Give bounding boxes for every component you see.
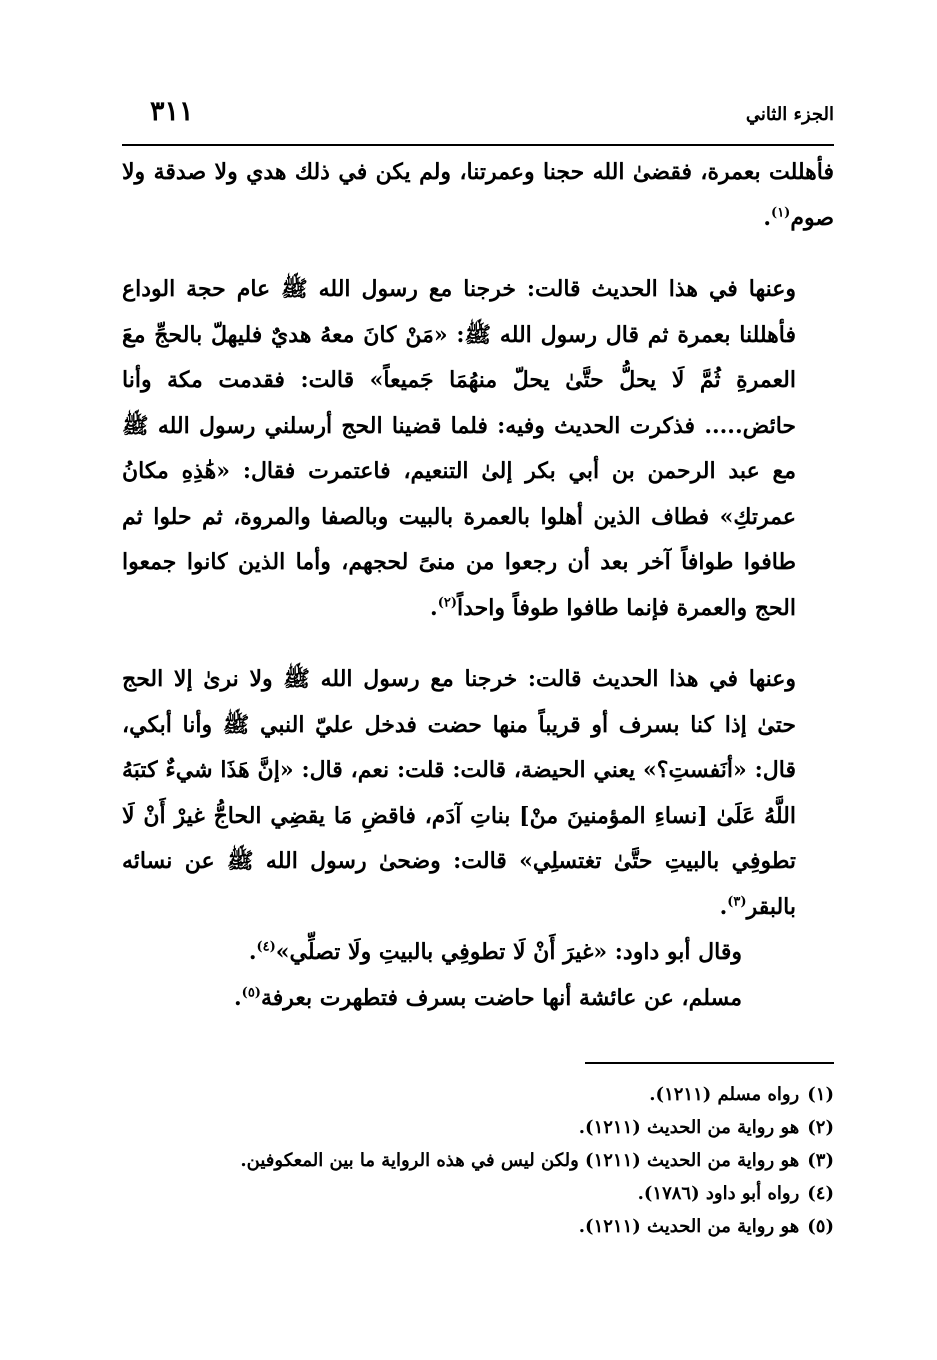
footnote-4 (122, 1177, 834, 1210)
body-text (122, 150, 834, 1021)
paragraph-text: وعنها في هذا الحديث قالت: خرجنا مع رسول الله ﷺ عام حجة الوداع فأهللنا بعمرة ثم قال رسول الله ﷺ: «مَنْ كانَ معهُ هديٌ فليهلّ بالحجِّ معَ العمرةِ ثُمَّ لَا يحلُّ حتَّىٰ يحلّ منهُمَا جَميعاً» قالت: فقدمت مكة وأنا حائض..... فذكرت الحديث وفيه: فلما قضينا الحج أرسلني رسول الله ﷺ مع عبد الرحمن بن أبي بكر إلىٰ التنعيم، فاعتمرت فقال: «هَٰذِهِ مكانُ عمرتكِ» فطاف الذين أهلوا بالعمرة بالبيت وبالصفا والمروة، ثم حلوا ثم طافوا طوافاً آخر بعد أن رجعوا من منىً لحجهم، وأما الذين كانوا جمعوا الحج والعمرة فإنما طافوا طوفاً واحداً (122, 276, 796, 621)
paragraph-1 (122, 150, 834, 241)
footnote-ref: (١) (771, 205, 791, 221)
footnote-number: (٥) (807, 1216, 834, 1237)
footnote-2 (122, 1111, 834, 1144)
footnote-number: (١) (807, 1084, 834, 1105)
page-header (122, 94, 834, 140)
footnote-5 (122, 1210, 834, 1243)
paragraph-text: مسلم، عن عائشة أنها حاضت بسرف فتطهرت بعرفة (260, 984, 742, 1011)
paragraph-4 (122, 930, 834, 976)
paragraph-end: . (248, 939, 257, 965)
footnote-number: (٢) (807, 1117, 834, 1138)
footnotes (122, 1078, 834, 1243)
paragraph-3 (122, 657, 834, 930)
header-rule (122, 144, 834, 146)
footnote-ref: (٥) (241, 985, 261, 1001)
footnote-1 (122, 1078, 834, 1111)
paragraph-5 (122, 976, 834, 1022)
footnote-text: هو رواية من الحديث (١٢١١). (578, 1117, 800, 1138)
paragraph-gap (122, 241, 834, 267)
paragraph-gap (122, 631, 834, 657)
running-head: الجزء الثاني (745, 104, 834, 125)
paragraph-text: وعنها في هذا الحديث قالت: خرجنا مع رسول الله ﷺ ولا نرىٰ إلا الحج حتىٰ إذا كنا بسرف أو قريباً منها حضت فدخل عليّ النبي ﷺ وأنا أبكي، قال: «أنَفستِ؟» يعني الحيضة، قالت: قلت: نعم، قال: «إنَّ هَذَا شيءٌ كتبَهُ اللَّهُ عَلَىٰ [نساءِ المؤمنينَ منْ] بناتِ آدَم، فاقضِ مَا يقضِي الحاجُّ غيرْ أَنْ لَا تطوفِي بالبيتِ حتَّىٰ تغتسلِي» قالت: وضحىٰ رسول الله ﷺ عن نسائه بالبقر (122, 666, 796, 920)
paragraph-text: وقال أبو داود: «غيرَ أَنْ لَا تطوفِي بالبيتِ ولَا تصلِّي» (275, 939, 742, 965)
paragraph-end: . (233, 984, 242, 1011)
footnote-3 (122, 1144, 834, 1177)
page-number: ٣١١ (150, 96, 194, 127)
footnote-text: رواه مسلم (١٢١١). (649, 1084, 800, 1105)
footnote-text: هو رواية من الحديث (١٢١١). (578, 1216, 800, 1237)
footnote-number: (٣) (807, 1150, 834, 1171)
paragraph-end: . (763, 204, 772, 231)
footnote-rule (585, 1062, 834, 1064)
footnote-ref: (٤) (256, 939, 276, 955)
paragraph-end: . (719, 893, 728, 920)
paragraph-2 (122, 267, 834, 631)
paragraph-end: . (430, 594, 438, 621)
paragraph-text: فأهللت بعمرة، فقضىٰ الله حجنا وعمرتنا، ولم يكن في ذلك هدي ولا صدقة ولا صوم (122, 159, 834, 231)
footnote-ref: (٣) (727, 894, 747, 910)
footnote-number: (٤) (807, 1183, 834, 1204)
footnote-ref: (٢) (437, 595, 457, 611)
footnote-text: هو رواية من الحديث (١٢١١) ولكن ليس في هذه الرواية ما بين المعكوفين. (240, 1150, 800, 1171)
footnote-text: رواه أبو داود (١٧٨٦). (637, 1183, 800, 1204)
